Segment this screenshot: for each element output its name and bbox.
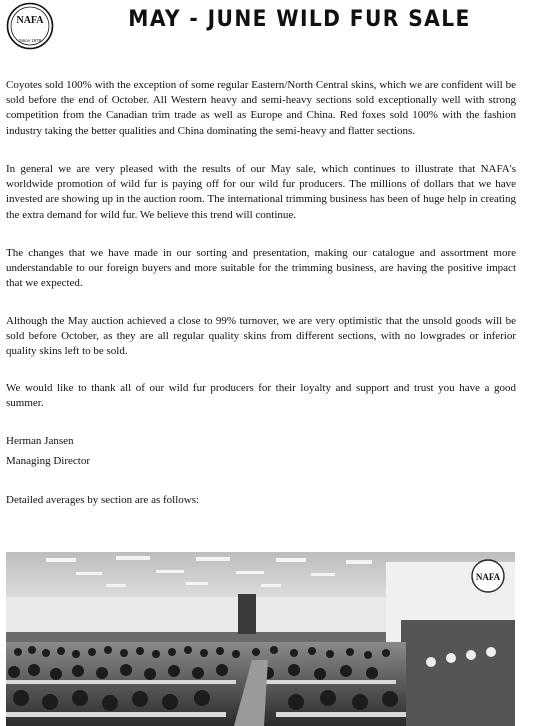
paragraph-thanks: We would like to thank all of our wild fur producers for their loyalty and support and trust you have a good summer.	[6, 382, 516, 410]
nafa-logo	[6, 2, 54, 50]
logo-text: NAFA	[16, 15, 44, 26]
paragraph-changes: The changes that we have made in our sorting and presentation, making our catalogue and assortment more understandable to our foreign buyers and more suitable for the trimming business, are having the positive impact that we expected.	[6, 247, 516, 290]
paragraph-general: In general we are very pleased with the results of our May sale, which continues to illustrate that NAFA's worldwide promotion of wild fur is paying off for our wild fur producers. The millions of dollars that we have invested are showing up in the auction room. The international trimming business has been of huge help in creating the extra demand for wild fur. We believe this trend will continue.	[6, 163, 516, 221]
auction-room-photo	[6, 552, 515, 726]
signature-name: Herman Jansen	[6, 435, 74, 447]
averages-intro: Detailed averages by section are as follows:	[6, 494, 200, 506]
logo-subtext: Since 1978	[18, 38, 42, 43]
page-title: MAY - JUNE WILD FUR SALE	[128, 7, 471, 32]
signature-title: Managing Director	[6, 455, 90, 467]
banner-logo-text: NAFA	[475, 572, 501, 582]
paragraph-turnover: Although the May auction achieved a close to 99% turnover, we are very optimistic that the unsold goods will be sold before October, as they are all regular quality skins from different sections, with no lowgrades or inferior quality skins left to be sold.	[6, 315, 516, 358]
paragraph-coyotes: Coyotes sold 100% with the exception of some regular Eastern/North Central skins, which we are confident will be sold before the end of October. All Western heavy and semi-heavy sections sold exceptionally well with strong competition from the Canadian trim trade as well as Europe and China. Red foxes sold 100% with the fashion industry taking the better qualities and China dominating the semi-heavy and flatter sections.	[6, 79, 516, 137]
page-header	[0, 0, 539, 52]
